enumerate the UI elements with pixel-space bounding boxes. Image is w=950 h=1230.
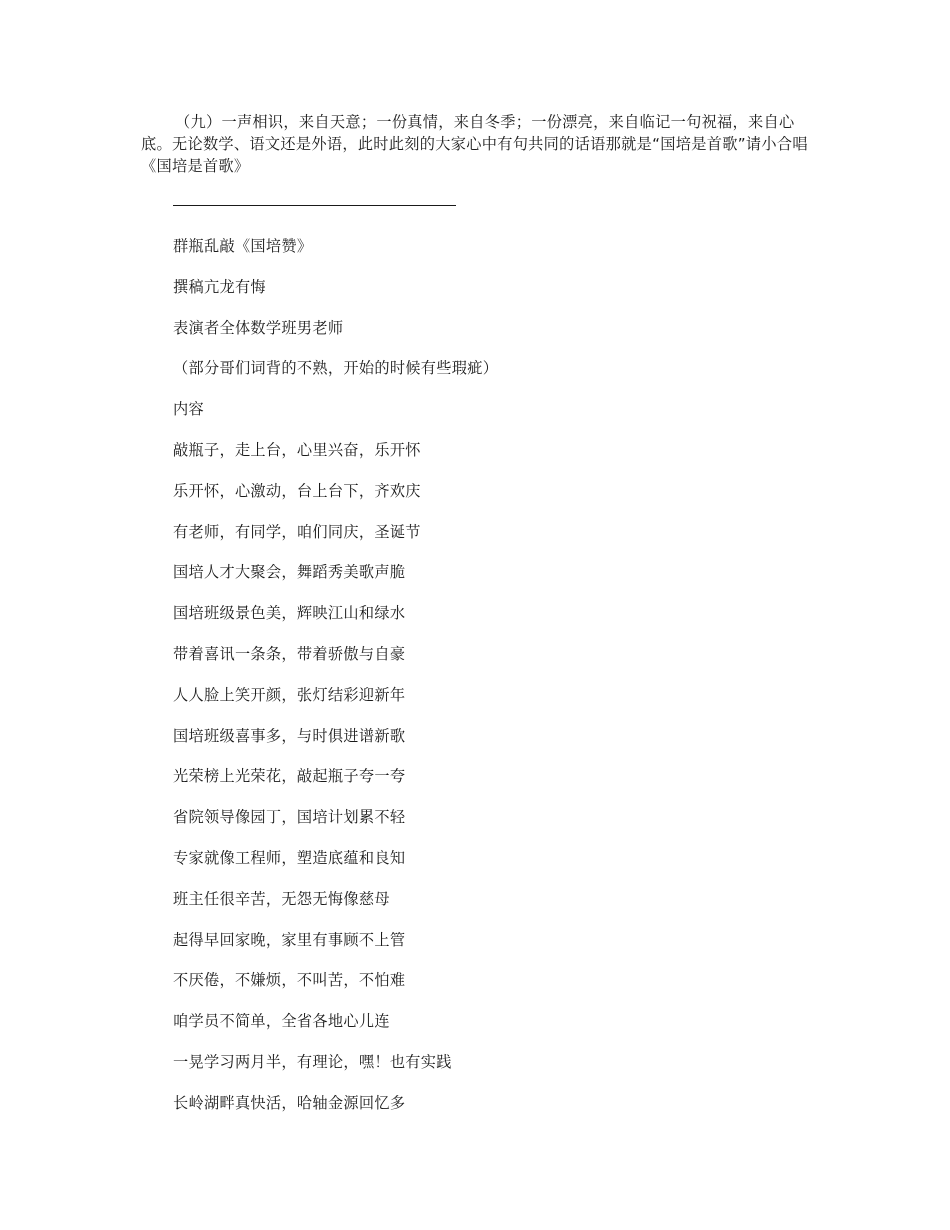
lyric-line: 国培人才大聚会，舞蹈秀美歌声脆 bbox=[173, 563, 406, 582]
lyric-line: 班主任很辛苦，无怨无悔像慈母 bbox=[173, 889, 390, 908]
lyric-line: 长岭湖畔真快活，哈轴金源回忆多 bbox=[173, 1093, 406, 1112]
lyric-line: 专家就像工程师，塑造底蕴和良知 bbox=[173, 848, 406, 867]
lyric-line: 一晃学习两月半，有理论，嘿！也有实践 bbox=[173, 1052, 452, 1071]
program-title: 群瓶乱敲《国培赞》 bbox=[173, 237, 313, 255]
content-heading: 内容 bbox=[173, 400, 204, 419]
lyric-line: 国培班级喜事多，与时俱进谱新歌 bbox=[173, 726, 406, 745]
lyric-line: 带着喜讯一条条，带着骄傲与自豪 bbox=[173, 644, 406, 663]
lyric-line: 起得早回家晚，家里有事顾不上管 bbox=[173, 930, 406, 949]
lyric-line: 乐开怀，心激动，台上台下，齐欢庆 bbox=[173, 481, 421, 500]
lyric-line: 敲瓶子，走上台，心里兴奋，乐开怀 bbox=[173, 440, 421, 459]
performers-line: 表演者全体数学班男老师 bbox=[173, 318, 344, 337]
lyric-line: 人人脸上笑开颜，张灯结彩迎新年 bbox=[173, 685, 406, 704]
horizontal-rule bbox=[173, 205, 456, 206]
intro-paragraph: （九）一声相识，来自天意；一份真情，来自冬季；一份漂亮，来自临记一句祝福，来自心底。无论数学、语文还是外语，此时此刻的大家心中有句共同的话语那就是“国培是首歌”请小合唱《国培是首歌》 bbox=[141, 113, 808, 175]
note-line: （部分哥们词背的不熟，开始的时候有些瑕疵） bbox=[173, 359, 499, 378]
lyric-line: 不厌倦，不嫌烦，不叫苦，不怕难 bbox=[173, 971, 406, 990]
author-line: 撰稿亢龙有悔 bbox=[173, 277, 266, 296]
lyric-line: 咱学员不简单，全省各地心儿连 bbox=[173, 1012, 390, 1031]
lyric-line: 光荣榜上光荣花，敲起瓶子夸一夸 bbox=[173, 767, 406, 786]
lyric-line: 省院领导像园丁，国培计划累不轻 bbox=[173, 808, 406, 827]
intro-section bbox=[141, 111, 821, 177]
lyrics-list bbox=[173, 234, 498, 1132]
lyric-line: 国培班级景色美，辉映江山和绿水 bbox=[173, 604, 406, 623]
lyric-line: 有老师，有同学，咱们同庆，圣诞节 bbox=[173, 522, 421, 541]
